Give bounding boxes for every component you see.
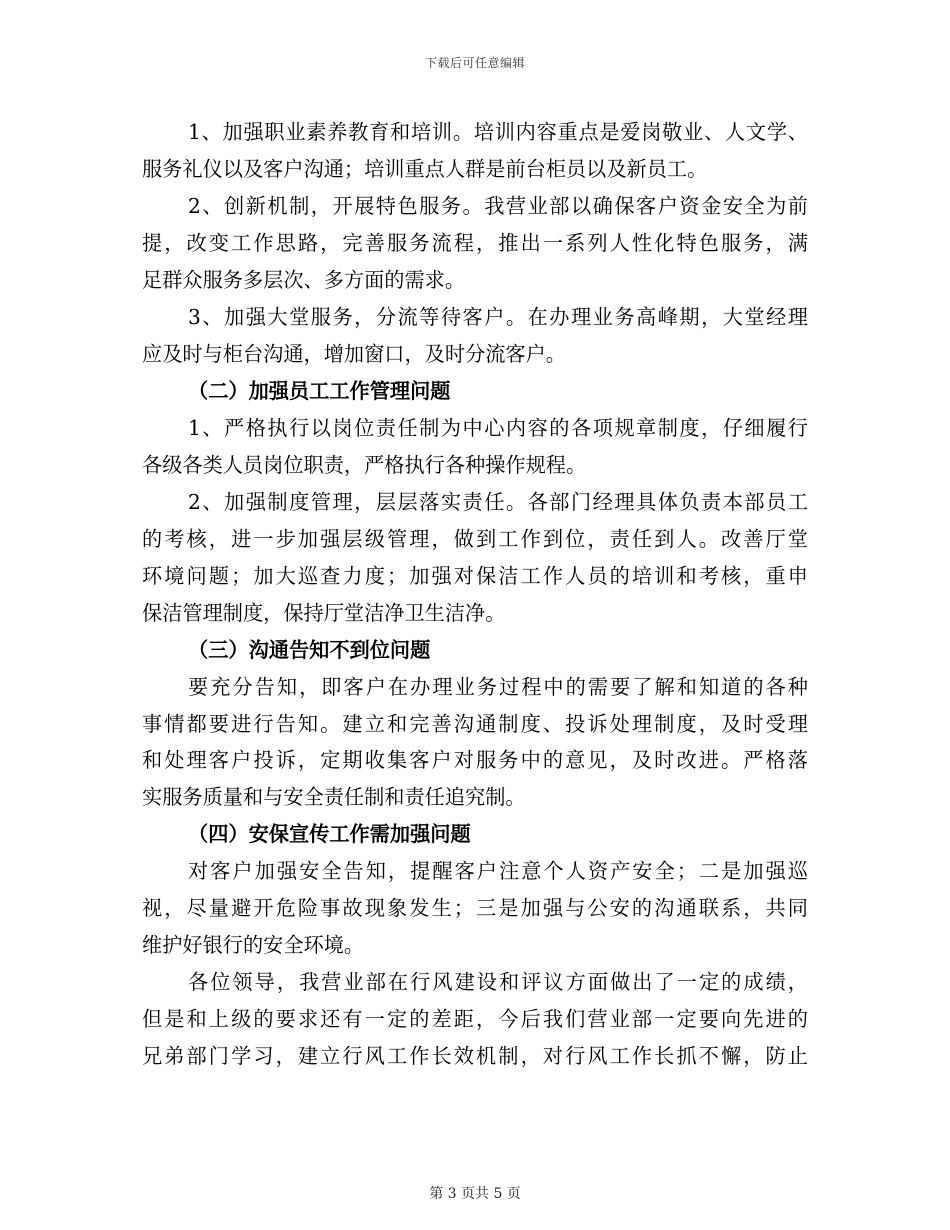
paragraph-line: 应及时与柜台沟通，增加窗口，及时分流客户。 bbox=[142, 341, 566, 366]
page-footer: 第 3 页共 5 页 bbox=[429, 1186, 521, 1202]
paragraph-line: 维护好银行的安全环境。 bbox=[142, 933, 365, 958]
page-header: 下载后可任意编辑 bbox=[424, 56, 525, 70]
paragraph-line: 对客户加强安全告知，提醒客户注意个人资产安全；二是加强巡 bbox=[188, 859, 808, 884]
paragraph-line: 2、加强制度管理，层层落实责任。各部门经理具体负责本部员工 bbox=[188, 489, 808, 514]
paragraph-line: 和处理客户投诉，定期收集客户对服务中的意见，及时改进。严格落 bbox=[142, 748, 808, 773]
paragraph-line: 2、创新机制，开展特色服务。我营业部以确保客户资金安全为前 bbox=[188, 193, 808, 218]
paragraph-line: 1、加强职业素养教育和培训。培训内容重点是爱岗敬业、人文学、 bbox=[188, 120, 808, 144]
paragraph-line: 足群众服务多层次、多方面的需求。 bbox=[142, 267, 466, 292]
paragraph-line: 环境问题；加大巡查力度；加强对保洁工作人员的培训和考核，重申 bbox=[142, 563, 808, 588]
paragraph-line: 事情都要进行告知。建立和完善沟通制度、投诉处理制度，及时受理 bbox=[142, 711, 808, 736]
paragraph-line: 1、严格执行以岗位责任制为中心内容的各项规章制度，仔细履行 bbox=[188, 415, 808, 440]
paragraph-line: 提，改变工作思路，完善服务流程，推出一系列人性化特色服务，满 bbox=[142, 230, 808, 255]
section-heading: （二）加强员工工作管理问题 bbox=[188, 378, 451, 403]
paragraph-line: 服务礼仪以及客户沟通；培训重点人群是前台柜员以及新员工。 bbox=[142, 156, 708, 181]
paragraph-line: 兄弟部门学习，建立行风工作长效机制，对行风工作长抓不懈，防止 bbox=[142, 1044, 808, 1069]
paragraph-line: 实服务质量和与安全责任制和责任追究制。 bbox=[142, 785, 526, 810]
section-heading: （四）安保宣传工作需加强问题 bbox=[188, 822, 471, 847]
paragraph-line: 但是和上级的要求还有一定的差距，今后我们营业部一定要向先进的 bbox=[142, 1007, 808, 1032]
paragraph-line: 3、加强大堂服务，分流等待客户。在办理业务高峰期，大堂经理 bbox=[188, 304, 808, 329]
section-heading: （三）沟通告知不到位问题 bbox=[188, 637, 431, 662]
paragraph-line: 的考核，进一步加强层级管理，做到工作到位，责任到人。改善厅堂 bbox=[142, 526, 808, 551]
paragraph-line: 各级各类人员岗位职责，严格执行各种操作规程。 bbox=[142, 452, 587, 477]
paragraph-line: 保洁管理制度，保持厅堂洁净卫生洁净。 bbox=[142, 600, 506, 625]
paragraph-line: 要充分告知，即客户在办理业务过程中的需要了解和知道的各种 bbox=[188, 674, 808, 699]
document-body bbox=[142, 114, 808, 1075]
paragraph-line: 各位领导，我营业部在行风建设和评议方面做出了一定的成绩， bbox=[188, 970, 808, 995]
paragraph-line: 视，尽量避开危险事故现象发生；三是加强与公安的沟通联系，共同 bbox=[142, 896, 808, 921]
